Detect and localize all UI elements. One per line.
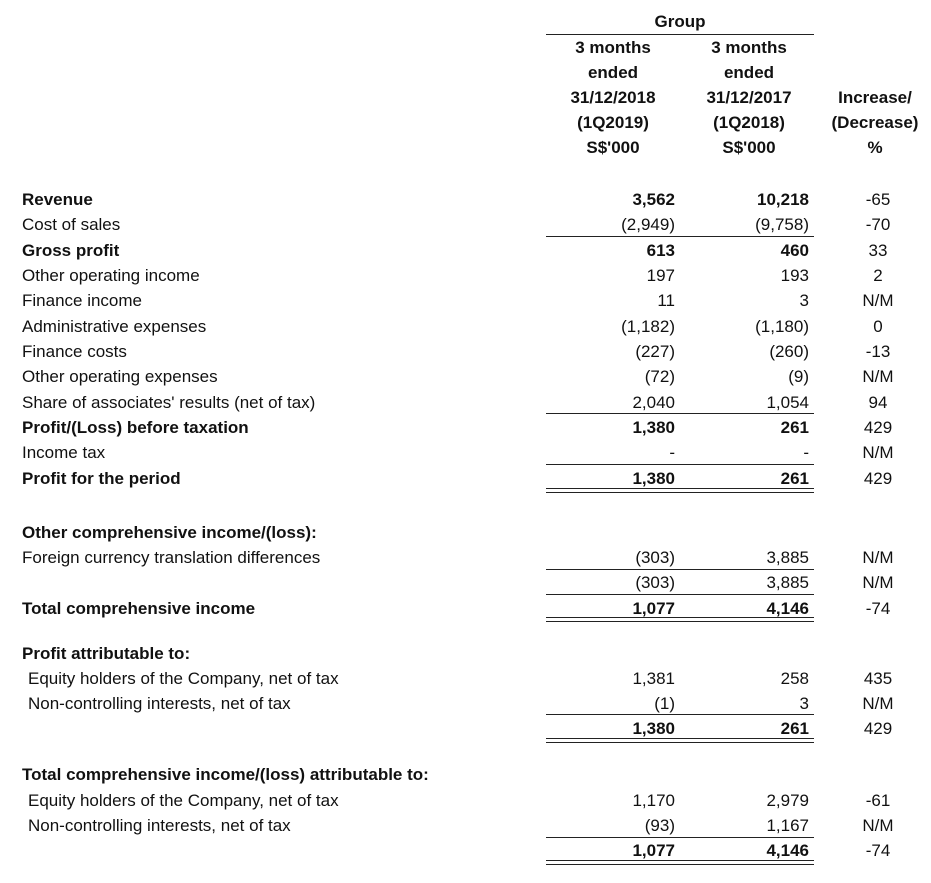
- column-header-change: [820, 85, 930, 160]
- value-prior-period: 258: [780, 669, 809, 688]
- value-current-period: -: [669, 443, 675, 462]
- value-current-period: 1,380: [632, 418, 675, 437]
- value-current-period: (303): [635, 548, 675, 567]
- subtotal-rule: [546, 837, 814, 838]
- change-percent: -65: [865, 190, 891, 209]
- value-current-period: (227): [635, 342, 675, 361]
- statement-row: [0, 314, 931, 339]
- row-label: Profit attributable to:: [22, 644, 191, 663]
- column-header-prior: [682, 35, 816, 160]
- value-prior-period: 3: [799, 291, 809, 310]
- row-label: Equity holders of the Company, net of tax: [28, 669, 339, 688]
- value-prior-period: 460: [780, 241, 809, 260]
- change-percent: 2: [873, 266, 883, 285]
- statement-row: [0, 263, 931, 288]
- change-percent: -13: [865, 342, 891, 361]
- value-current-period: (93): [644, 816, 675, 835]
- subtotal-rule: [546, 464, 814, 465]
- row-label: Other comprehensive income/(loss):: [22, 523, 317, 542]
- row-label: Non-controlling interests, net of tax: [28, 816, 291, 835]
- row-label: Profit/(Loss) before taxation: [22, 418, 249, 437]
- header-line: Increase/: [838, 88, 912, 107]
- change-percent: 435: [863, 669, 893, 688]
- row-label: Total comprehensive income: [22, 599, 256, 618]
- value-current-period: (2,949): [621, 215, 675, 234]
- value-current-period: 1,170: [632, 791, 675, 810]
- value-prior-period: (9): [788, 367, 809, 386]
- change-percent: -70: [865, 215, 891, 234]
- value-prior-period: -: [803, 443, 809, 462]
- statement-row: [0, 238, 931, 263]
- change-percent: 94: [868, 393, 888, 412]
- statement-row: [0, 813, 931, 838]
- value-prior-period: 261: [780, 418, 809, 437]
- value-prior-period: 4,146: [766, 841, 809, 860]
- value-prior-period: 3,885: [766, 548, 809, 567]
- value-prior-period: (260): [769, 342, 809, 361]
- change-percent: N/M: [862, 573, 894, 592]
- statement-row: [0, 415, 931, 440]
- header-line: (1Q2019): [577, 113, 649, 132]
- row-label: Revenue: [22, 190, 93, 209]
- row-label: Foreign currency translation differences: [22, 548, 321, 567]
- change-percent: 33: [868, 241, 888, 260]
- value-prior-period: 1,054: [766, 393, 809, 412]
- value-current-period: 613: [646, 241, 675, 260]
- change-percent: 429: [863, 719, 893, 738]
- value-prior-period: 3,885: [766, 573, 809, 592]
- statement-row: [0, 440, 931, 465]
- value-prior-period: 193: [780, 266, 809, 285]
- value-current-period: 197: [646, 266, 675, 285]
- header-line: %: [867, 138, 883, 157]
- statement-row: [0, 339, 931, 364]
- value-current-period: 2,040: [632, 393, 675, 412]
- value-prior-period: 4,146: [766, 599, 809, 618]
- change-percent: -74: [865, 599, 891, 618]
- statement-row: [0, 570, 931, 595]
- value-prior-period: (1,180): [755, 317, 809, 336]
- total-double-rule: [546, 488, 814, 493]
- value-current-period: 11: [657, 291, 675, 310]
- total-double-rule: [546, 617, 814, 622]
- header-line: S$'000: [586, 138, 640, 157]
- header-line: ended: [723, 63, 775, 82]
- statement-row: [0, 390, 931, 415]
- change-percent: N/M: [862, 443, 894, 462]
- value-current-period: 3,562: [632, 190, 675, 209]
- change-percent: N/M: [862, 694, 894, 713]
- total-double-rule: [546, 860, 814, 865]
- value-prior-period: 10,218: [757, 190, 809, 209]
- column-header-current: [546, 35, 680, 160]
- change-percent: 429: [863, 418, 893, 437]
- statement-row: [0, 762, 931, 787]
- row-label: Finance income: [22, 291, 143, 310]
- statement-row: [0, 288, 931, 313]
- change-percent: N/M: [862, 291, 894, 310]
- statement-row: [0, 212, 931, 237]
- header-line: 31/12/2017: [706, 88, 792, 107]
- statement-row: [0, 666, 931, 691]
- row-label: Income tax: [22, 443, 106, 462]
- subtotal-rule: [546, 569, 814, 570]
- change-percent: N/M: [862, 367, 894, 386]
- statement-row: [0, 187, 931, 212]
- change-percent: -61: [865, 791, 891, 810]
- row-label: Cost of sales: [22, 215, 121, 234]
- statement-row: [0, 364, 931, 389]
- row-label: Administrative expenses: [22, 317, 207, 336]
- row-label: Finance costs: [22, 342, 127, 361]
- value-current-period: (1): [654, 694, 675, 713]
- header-line: 3 months: [711, 38, 787, 57]
- header-line: (1Q2018): [713, 113, 785, 132]
- header-line: 3 months: [575, 38, 651, 57]
- value-current-period: 1,077: [632, 599, 675, 618]
- row-label: Share of associates' results (net of tax): [22, 393, 316, 412]
- subtotal-rule: [546, 714, 814, 715]
- subtotal-rule: [546, 413, 814, 414]
- header-line: 31/12/2018: [570, 88, 656, 107]
- value-current-period: 1,380: [632, 469, 675, 488]
- change-percent: -74: [865, 841, 891, 860]
- value-current-period: (72): [644, 367, 675, 386]
- value-prior-period: 261: [780, 469, 809, 488]
- statement-row: [0, 788, 931, 813]
- total-double-rule: [546, 738, 814, 743]
- value-prior-period: 261: [780, 719, 809, 738]
- value-current-period: 1,381: [632, 669, 675, 688]
- change-percent: 0: [873, 317, 883, 336]
- change-percent: N/M: [862, 548, 894, 567]
- row-label: Total comprehensive income/(loss) attributable to:: [22, 765, 429, 784]
- value-current-period: (1,182): [621, 317, 675, 336]
- value-current-period: (303): [635, 573, 675, 592]
- value-prior-period: 3: [799, 694, 809, 713]
- subtotal-rule: [546, 236, 814, 237]
- row-label: Other operating expenses: [22, 367, 218, 386]
- statement-row: [0, 691, 931, 716]
- header-line: S$'000: [722, 138, 776, 157]
- group-heading: Group: [654, 12, 706, 31]
- statement-row: [0, 545, 931, 570]
- row-label: Other operating income: [22, 266, 200, 285]
- row-label: Non-controlling interests, net of tax: [28, 694, 291, 713]
- row-label: Equity holders of the Company, net of tax: [28, 791, 339, 810]
- header-line: (Decrease): [831, 113, 919, 132]
- change-percent: 429: [863, 469, 893, 488]
- subtotal-rule: [546, 594, 814, 595]
- value-current-period: 1,380: [632, 719, 675, 738]
- change-percent: N/M: [862, 816, 894, 835]
- value-prior-period: (9,758): [755, 215, 809, 234]
- statement-row: [0, 641, 931, 666]
- value-prior-period: 2,979: [766, 791, 809, 810]
- header-line: ended: [587, 63, 639, 82]
- value-prior-period: 1,167: [766, 816, 809, 835]
- row-label: Profit for the period: [22, 469, 181, 488]
- statement-row: [0, 520, 931, 545]
- value-current-period: 1,077: [632, 841, 675, 860]
- row-label: Gross profit: [22, 241, 120, 260]
